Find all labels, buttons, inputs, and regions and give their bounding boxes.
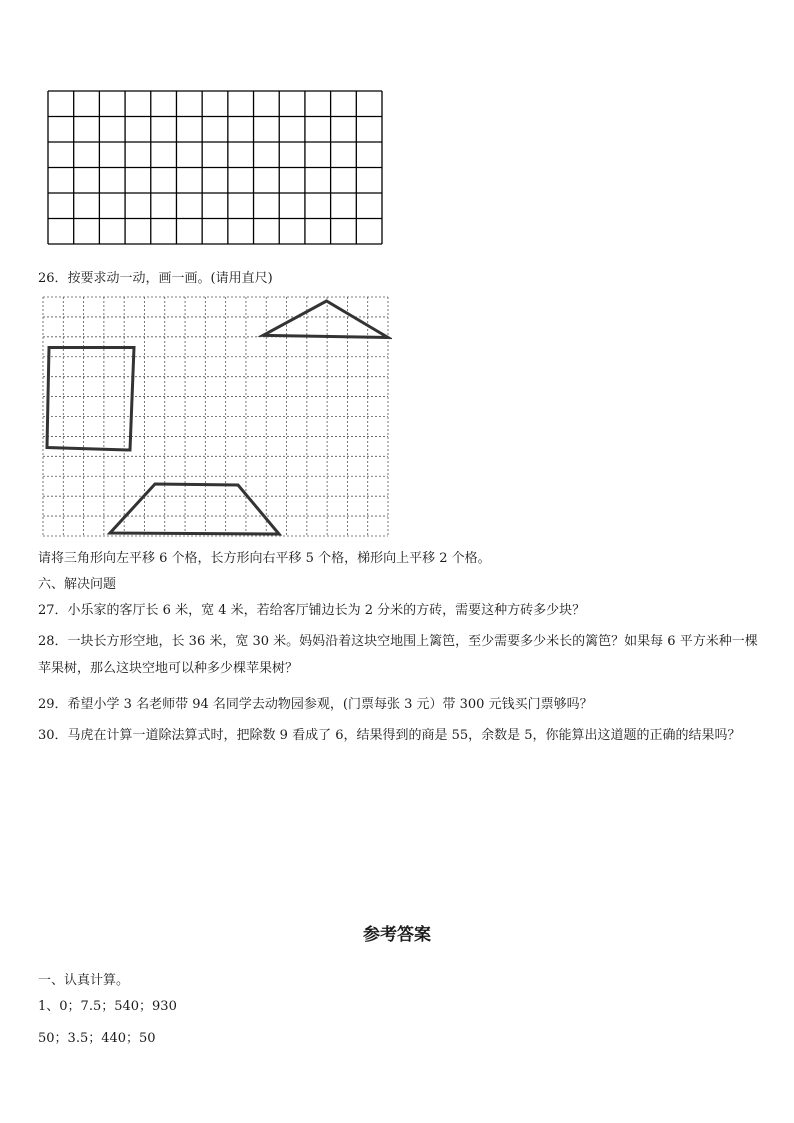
question-28: 28．一块长方形空地，长 36 米，宽 30 米。妈妈沿着这块空地围上篱笆，至少需要多少米长的篱笆？如果每 6 平方米种一棵苹果树，那么这块空地可以种多少棵苹果树？ bbox=[38, 634, 758, 676]
trapezoid-figure bbox=[110, 484, 279, 534]
triangle-figure bbox=[263, 301, 388, 338]
question-26-instruction: 请将三角形向左平移 6 个格，长方形向右平移 5 个格，梯形向上平移 2 个格。 bbox=[38, 551, 491, 566]
question-30: 30．马虎在计算一道除法算式时，把除数 9 看成了 6，结果得到的商是 55，余数是 5，你能算出这道题的正确的结果吗？ bbox=[38, 728, 741, 743]
answers-section-1: 一、认真计算。 bbox=[38, 973, 130, 988]
answers-title: 参考答案 bbox=[363, 925, 431, 945]
question-26-prompt: 26．按要求动一动，画一画。(请用直尺) bbox=[38, 271, 273, 286]
answer-line-2: 50；3.5；440；50 bbox=[38, 1031, 156, 1046]
question-29: 29．希望小学 3 名老师带 94 名同学去动物园参观，(门票每张 3 元）带 300 元钱买门票够吗？ bbox=[38, 697, 593, 712]
answer-line-1: 1、0；7.5；540；930 bbox=[38, 999, 177, 1014]
rectangle-figure bbox=[47, 348, 134, 451]
writing-grid bbox=[45, 89, 385, 249]
dotted-grid-figures bbox=[42, 296, 392, 541]
question-27: 27．小乐家的客厅长 6 米，宽 4 米，若给客厅铺边长为 2 分米的方砖，需要这种方砖多少块？ bbox=[38, 603, 586, 618]
section-title: 六、解决问题 bbox=[38, 577, 117, 592]
